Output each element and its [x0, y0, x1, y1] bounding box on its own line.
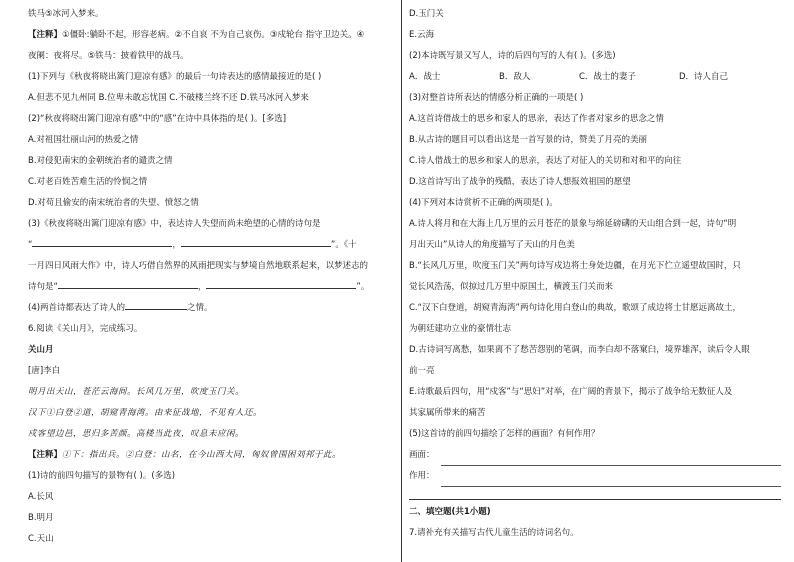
option-d-cont: 前一亮 — [409, 366, 435, 376]
annotation-line-2: 夜阑：夜将尽。⑤铁马：披着铁甲的战马。 — [28, 51, 189, 61]
column-divider — [401, 0, 402, 562]
answer-blank[interactable] — [32, 236, 172, 247]
option-c: C.对老百姓苦难生活的怜悯之情 — [28, 177, 148, 187]
poem-question-3: (3)对整首诗所表达的情感分析正确的一项是( ) — [409, 93, 584, 103]
option-e: E.诗歌最后四句，用“戍客”与“思妇”对举，在广阔的背景下，揭示了战争给无数征人及 — [409, 387, 733, 397]
picture-answer-line[interactable] — [441, 453, 781, 466]
option-a-cont: 月出天山”从诗人的角度描写了天山的月色美 — [409, 240, 575, 250]
option-c: C.“汉下白登道，胡窥青海湾”两句诗化用白登山的典故，歌颂了成边将士甘愿远离故土， — [409, 303, 741, 313]
option-a: A.对祖国壮丽山河的热爱之情 — [28, 135, 139, 145]
effect-answer-row — [409, 466, 781, 487]
answer-blank[interactable] — [58, 278, 198, 289]
question-7: 7.请补充有关描写古代儿童生活的诗词名句。 — [409, 528, 579, 538]
poem-question-5: (5)这首诗的前四句描绘了怎样的画面？有何作用？ — [409, 429, 600, 439]
answer-blank[interactable] — [181, 236, 331, 247]
option-b: B.明月 — [28, 513, 54, 523]
option-c: C.天山 — [28, 534, 54, 544]
section-6-heading: 6.阅读《关山月》，完成练习。 — [28, 324, 143, 334]
poem-author: [唐]李白 — [28, 366, 61, 376]
poem-line-end: 铁马⑤冰河入梦来。 — [28, 9, 104, 19]
poem-question-4: (4)下列对本诗赏析不正确的两项是( )。 — [409, 198, 558, 208]
question-3-blank-line-2: 诗句是“ ， ”。 — [28, 277, 390, 298]
section-2-heading: 二、填空题(共1小题) — [409, 507, 491, 517]
poem-title: 关山月 — [28, 345, 54, 355]
option-d: D.这首诗写出了战争的残酷，表达了诗人想报效祖国的愿望 — [409, 177, 631, 187]
poem-question-2: (2)本诗既写景又写人，诗的后四句写的人有( )。(多选) — [409, 51, 616, 61]
question-2: (2)“秋夜将晓出篱门迎凉有感”中的“感”在诗中具体指的是( )。[多选] — [28, 114, 287, 124]
option-a: A.这首诗借战士的思乡和家人的思亲，表达了作者对家乡的思念之情 — [409, 114, 664, 124]
annotation-line: 【注释】①僵卧:躺卧不起，形容老病。②不自哀 不为自己哀伤。③戍轮台 指守卫边关。④ — [28, 30, 365, 40]
picture-label: 画面： — [409, 450, 435, 460]
right-column — [409, 4, 781, 544]
option-d: D.玉门关 — [409, 9, 444, 19]
poem-annotation: 【注释】①下：指出兵。②白登：山名，在今山西大同，匈奴曾围困刘邦于此。 — [28, 450, 342, 460]
option-b-cont: 觉长风浩荡，似掠过几万里中原国土，横渡玉门关而来 — [409, 282, 614, 292]
annotation-label: 【注释】 — [28, 450, 63, 460]
question-2-options: A．战士 B．敌人 C．战士的妻子 D．诗人自己 — [409, 72, 729, 82]
poem-line: 汉下①白登②道，胡窥青海湾。由来征战地，不见有人还。 — [28, 408, 263, 418]
option-c: C.诗人借战士的思乡和家人的思亲，表达了对征人的关切和对和平的向往 — [409, 156, 682, 166]
option-a: A.诗人将月和在大海上几万里的云月苍茫的景象与绵延磅礴的天山组合到一起，诗句“明 — [409, 219, 737, 229]
option-b: B.对侵犯南宋的金朝统治者的谴责之情 — [28, 156, 173, 166]
effect-answer-line[interactable] — [441, 474, 781, 487]
option-a: A.长风 — [28, 492, 54, 502]
answer-blank[interactable] — [206, 278, 356, 289]
question-4: (4)两首诗都表达了诗人的 之情。 — [28, 298, 390, 319]
option-e: E.云海 — [409, 30, 435, 40]
question-1: (1)下列与《秋夜将晓出篱门迎凉有感》的最后一句诗表达的感情最接近的是( ) — [28, 72, 322, 82]
poem-line: 明月出天山，苍茫云海间。长风几万里，吹度玉门关。 — [28, 387, 245, 397]
annotation-label: 【注释】 — [28, 30, 63, 40]
section-separator — [409, 499, 781, 500]
poem-line: 戍客望边邑，思归多苦颜。高楼当此夜，叹息未应闲。 — [28, 429, 245, 439]
question-3: (3)《秋夜将晓出篱门迎凉有感》中，表达诗人失望而尚未绝望的心情的诗句是 — [28, 219, 321, 229]
option-d: D.对苟且偷安的南宋统治者的失望、愤怒之情 — [28, 198, 199, 208]
option-e-cont: 其家属所带来的痛苦 — [409, 408, 486, 418]
picture-answer-row — [409, 445, 781, 466]
question-3-blank-line: “ ， ”。《十 — [28, 235, 390, 256]
answer-blank[interactable] — [125, 299, 187, 310]
option-c-cont: 为朝廷建功立业的豪情壮志 — [409, 324, 512, 334]
question-3-cont: 一月四日风雨大作》中，诗人巧借自然界的风雨把现实与梦境自然地联系起来，以梦述志的 — [28, 261, 369, 271]
option-b: B.“长风几万里，吹度玉门关”两句诗写戍边将士身处边疆，在月光下伫立遥望故国时，只 — [409, 261, 741, 271]
effect-label: 作用： — [409, 471, 435, 481]
option-d: D.古诗词写离愁，如果离不了愁苦怨别的笔调，而李白却不落窠臼，境界雄浑，读后令人眼 — [409, 345, 750, 355]
left-column — [28, 4, 390, 550]
option-b: B.从古诗的题目可以看出这是一首写景的诗，赞美了月亮的美丽 — [409, 135, 648, 145]
question-1-options: A.但悲不见九州同 B.位卑未敢忘忧国 C.不破楼兰终不还 D.铁马冰河入梦来 — [28, 93, 309, 103]
poem-question-1: (1)诗的前四句描写的景物有( )。(多选) — [28, 471, 176, 481]
